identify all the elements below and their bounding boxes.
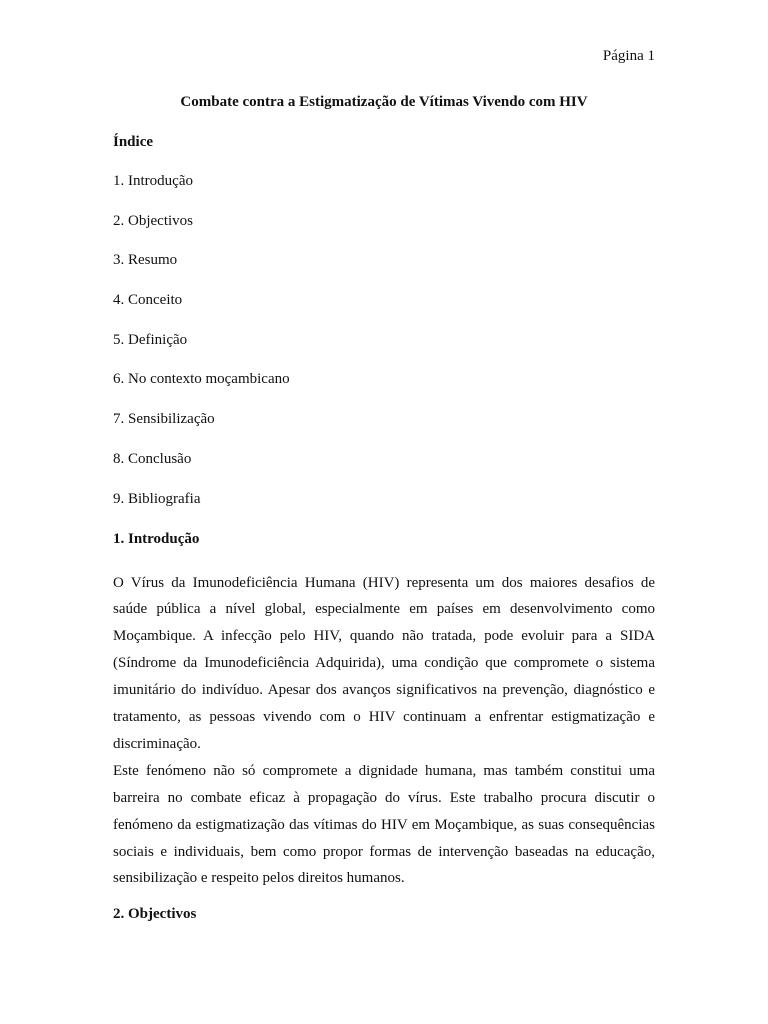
introduction-paragraph-2: Este fenómeno não só compromete a dignidade humana, mas também constitui uma barreira no combate eficaz à propagação do vírus. Este trabalho procura discutir o fenómeno da estigmatização das vítimas do HIV em Moçambique, as suas consequências sociais e individuais, bem como propor formas de intervenção baseadas na educação, sensibilização e respeito pelos direitos humanos. <box>113 762 655 887</box>
introduction-paragraph-1: O Vírus da Imunodeficiência Humana (HIV) representa um dos maiores desafios de saúde pública a nível global, especialmente em países em desenvolvimento como Moçambique. A infecção pelo HIV, quando não tratada, pode evoluir para a SIDA (Síndrome da Imunodeficiência Adquirida), uma condição que compromete o sistema imunitário do indivíduo. Apesar dos avanços significativos na prevenção, diagnóstico e tratamento, as pessoas vivendo com o HIV continuam a enfrentar estigmatização e discriminação. <box>113 574 655 752</box>
document-title: Combate contra a Estigmatização de Vítimas Vivendo com HIV <box>180 94 588 110</box>
toc-item-resumo: 3. Resumo <box>113 252 178 269</box>
toc-heading: Índice <box>113 134 154 150</box>
section-spacer <box>113 892 655 905</box>
toc-item-bibliografia: 9. Bibliografia <box>113 490 201 507</box>
document-body <box>113 93 655 923</box>
introduction-heading: 1. Introdução <box>113 530 200 547</box>
toc-item-definicao: 5. Definição <box>113 331 188 348</box>
objectives-heading: 2. Objectivos <box>113 906 197 923</box>
page-number: Página 1 <box>602 48 655 64</box>
toc-item-objectivos: 2. Objectivos <box>113 212 193 229</box>
toc-item-conclusao: 8. Conclusão <box>113 450 192 467</box>
table-of-contents <box>113 172 655 508</box>
toc-item-conceito: 4. Conceito <box>113 292 183 309</box>
toc-item-contexto-mocambicano: 6. No contexto moçambicano <box>113 371 290 388</box>
toc-item-sensibilizacao: 7. Sensibilização <box>113 411 215 428</box>
toc-item-introducao: 1. Introdução <box>113 173 193 189</box>
